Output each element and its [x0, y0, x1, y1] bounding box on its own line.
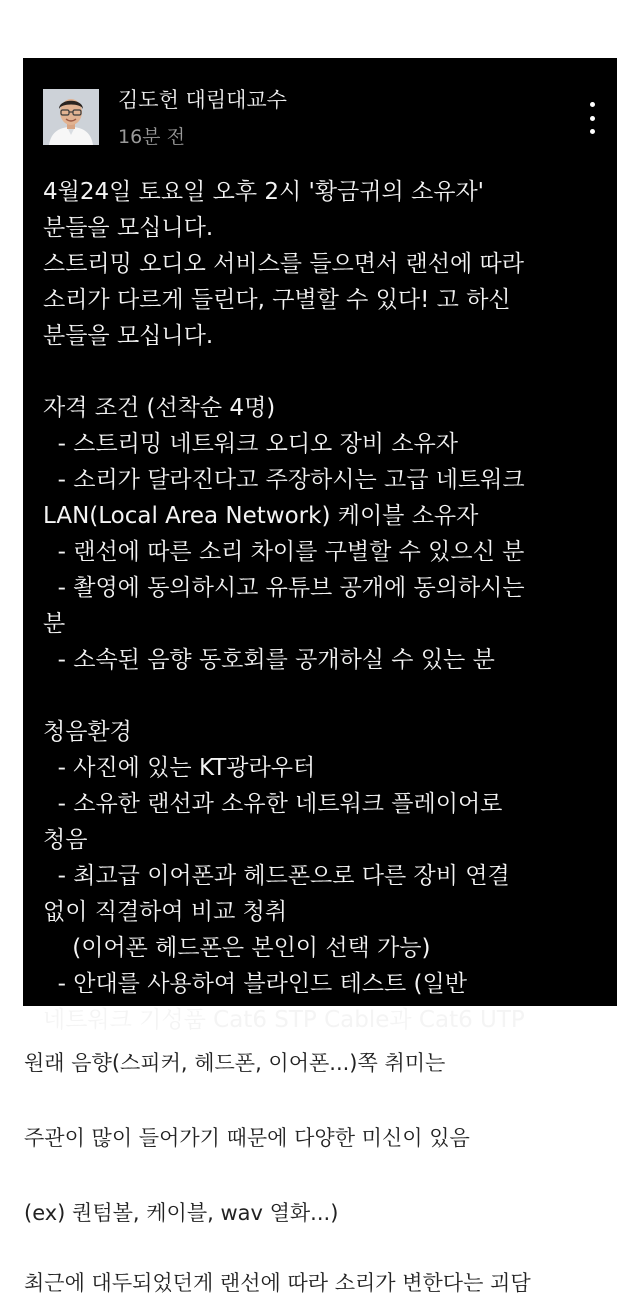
post-line: - 스트리밍 네트워크 오디오 장비 소유자 [43, 431, 458, 457]
avatar-portrait-icon [43, 89, 99, 145]
post-line: - 사진에 있는 KT광라우터 [43, 755, 316, 781]
post-line: 없이 직결하여 비교 청취 [43, 899, 288, 925]
post-line: 스트리밍 오디오 서비스를 들으면서 랜선에 따라 [43, 251, 524, 277]
post-line: 소리가 다르게 들린다, 구별할 수 있다! 고 하신 [43, 287, 511, 313]
post-line: 분 [43, 611, 66, 637]
post-line: - 최고급 이어폰과 헤드폰으로 다른 장비 연결 [43, 863, 510, 889]
feed-paragraph: 원래 음향(스피커, 헤드폰, 이어폰...)쪽 취미는 [24, 1051, 446, 1075]
post-line: - 안대를 사용하여 블라인드 테스트 (일반 [43, 971, 467, 997]
post-line: 자격 조건 (선착순 4명) [43, 395, 276, 421]
post-line: 4월24일 토요일 오후 2시 '황금귀의 소유자' [43, 179, 485, 205]
more-options-icon-dot [590, 116, 595, 121]
post-timestamp: 16분 전 [118, 126, 185, 148]
feed-paragraph: 주관이 많이 들어가기 때문에 다양한 미신이 있음 [24, 1126, 470, 1150]
post-line-blank [43, 678, 609, 714]
post-line: - 소속된 음향 동호회를 공개하실 수 있는 분 [43, 647, 495, 673]
post-line: 분들을 모십니다. [43, 323, 214, 349]
post-line-blank [43, 354, 609, 390]
post-line: 청음환경 [43, 719, 132, 745]
post-line: - 소리가 달라진다고 주장하시는 고급 네트워크 [43, 467, 525, 493]
post-line: 분들을 모십니다. [43, 215, 214, 241]
post-screenshot-card [23, 58, 617, 1033]
post-line: 청음 [43, 827, 88, 853]
more-options-icon [590, 102, 595, 107]
post-body [43, 174, 609, 1038]
more-options-button[interactable] [579, 102, 605, 134]
post-line: - 소유한 랜선과 소유한 네트워크 플레이어로 [43, 791, 503, 817]
post-line: (이어폰 헤드폰은 본인이 선택 가능) [43, 935, 431, 961]
post-line: - 랜선에 따른 소리 차이를 구별할 수 있으신 분 [43, 539, 525, 565]
more-options-icon-dot [590, 129, 595, 134]
feed-paragraph: 최근에 대두되었던게 랜선에 따라 소리가 변한다는 괴담 [24, 1271, 531, 1295]
avatar[interactable] [43, 89, 99, 145]
author-name[interactable]: 김도헌 대림대교수 [118, 88, 287, 112]
feed-paragraph: (ex) 퀀텀볼, 케이블, wav 열화...) [24, 1201, 339, 1225]
post-line: LAN(Local Area Network) 케이블 소유자 [43, 503, 479, 529]
post-line: 네트워크 기성품 Cat6 STP Cable과 Cat6 UTP [43, 1007, 525, 1033]
post-line: - 촬영에 동의하시고 유튜브 공개에 동의하시는 [43, 575, 525, 601]
